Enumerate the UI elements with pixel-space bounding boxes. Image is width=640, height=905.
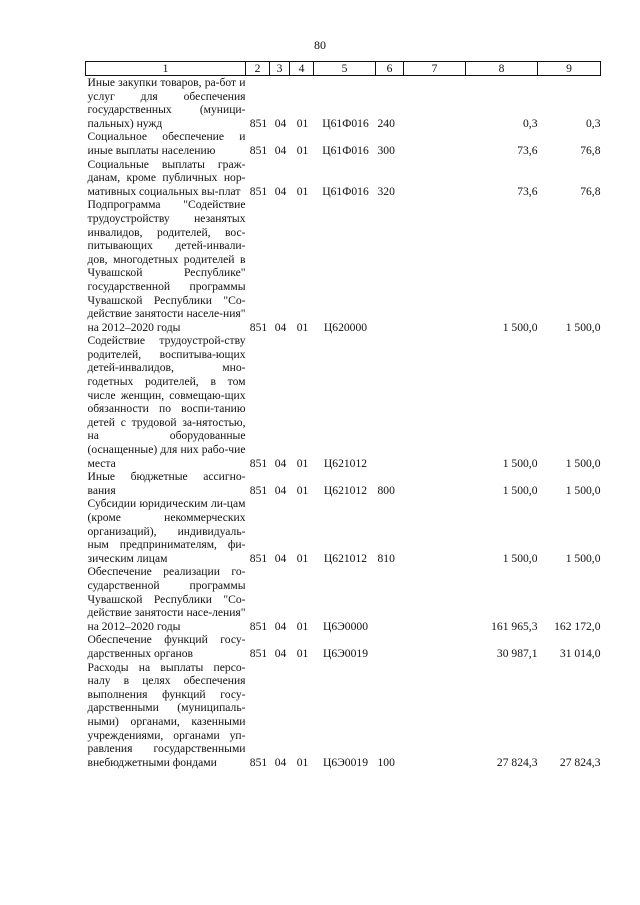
- row-ministry-code: 851: [249, 646, 268, 660]
- table-row: [86, 334, 601, 470]
- row-column-7: [404, 497, 466, 565]
- row-subsection-code: 01: [296, 483, 309, 497]
- row-name: Субсидии юридическим ли-цам (кроме некоммерческих организаций), индивидуаль-ным предпринимателям, фи-зическим лицам: [87, 497, 246, 565]
- row-expense-type: 100: [377, 755, 395, 769]
- row-name: Содействие трудоустрой-ству родителей, воспитыва-ющих детей-инвалидов, мно-годетных родителей, в том числе женщин, совмещаю-щих обязанности по воспи-танию детей с трудовой за-нятостью, на оборудованные (оснащенные) для них рабо-чие места: [87, 334, 246, 470]
- row-section-code: 04: [274, 184, 287, 198]
- row-ministry-code: 851: [249, 320, 268, 334]
- row-amount-2016: 30 987,1: [496, 646, 538, 660]
- table-row: [86, 198, 601, 334]
- row-expense-type: 240: [377, 116, 395, 130]
- row-name: Социальные выплаты граж-данам, кроме публичных нор-мативных социальных вы-плат: [87, 157, 246, 198]
- row-target-code: Ц6Э0019: [322, 646, 368, 660]
- row-expense-type: 300: [377, 143, 395, 157]
- row-target-code: Ц620000: [323, 320, 368, 334]
- row-amount-2017: 27 824,3: [559, 755, 601, 769]
- row-ministry-code: 851: [249, 483, 268, 497]
- table-row: [86, 130, 601, 157]
- column-header-1: 1: [86, 62, 246, 76]
- column-header-8: 8: [466, 62, 538, 76]
- row-amount-2016: 73,6: [517, 143, 538, 157]
- row-target-code: Ц61Ф016: [322, 184, 369, 198]
- row-amount-2017: 1 500,0: [565, 483, 601, 497]
- row-expense-type: 320: [377, 184, 395, 198]
- row-section-code: 04: [274, 456, 287, 470]
- table-row: [86, 497, 601, 565]
- row-name: Социальное обеспечение и иные выплаты населению: [87, 130, 246, 157]
- column-number-header: [86, 62, 601, 76]
- row-subsection-code: 01: [296, 184, 309, 198]
- row-column-7: [404, 76, 466, 131]
- row-target-code: Ц61Ф016: [322, 116, 369, 130]
- row-subsection-code: 01: [296, 116, 309, 130]
- row-target-code: Ц621012: [323, 483, 368, 497]
- row-expense-type: 800: [377, 483, 395, 497]
- row-target-code: Ц621012: [323, 456, 368, 470]
- row-target-code: Ц61Ф016: [322, 143, 369, 157]
- page-number: 80: [314, 38, 326, 52]
- row-name: Расходы на выплаты персо-налу в целях обеспечения выполнения функций госу-дарственными (муниципаль-ными) органами, казенными учреждениями, органами уп-равления государственными внебюджетными фондами: [87, 660, 246, 769]
- row-column-7: [404, 661, 466, 770]
- row-ministry-code: 851: [249, 619, 268, 633]
- row-ministry-code: 851: [249, 143, 268, 157]
- row-subsection-code: 01: [296, 646, 309, 660]
- row-name: Обеспечение реализации го-сударственной программы Чувашской Республики "Со-действие занятости насе-ления" на 2012–2020 годы: [87, 565, 246, 633]
- row-column-7: [404, 130, 466, 157]
- row-target-code: Ц621012: [323, 551, 368, 565]
- row-amount-2017: 76,8: [580, 143, 601, 157]
- row-subsection-code: 01: [296, 456, 309, 470]
- row-amount-2017: 1 500,0: [565, 456, 601, 470]
- row-ministry-code: 851: [249, 551, 268, 565]
- column-header-3: 3: [270, 62, 290, 76]
- row-subsection-code: 01: [296, 551, 309, 565]
- row-ministry-code: 851: [249, 116, 268, 130]
- column-header-4: 4: [290, 62, 314, 76]
- row-column-7: [404, 198, 466, 334]
- row-expense-type: [376, 334, 404, 470]
- row-column-7: [404, 158, 466, 199]
- row-amount-2016: 161 965,3: [491, 619, 538, 633]
- table-row: [86, 470, 601, 497]
- row-column-7: [404, 470, 466, 497]
- row-ministry-code: 851: [249, 456, 268, 470]
- column-header-2: 2: [246, 62, 270, 76]
- row-name: Обеспечение функций госу-дарственных органов: [87, 633, 246, 660]
- row-target-code: Ц6Э0019: [322, 755, 368, 769]
- table-row: [86, 661, 601, 770]
- row-expense-type: 810: [377, 551, 395, 565]
- row-section-code: 04: [274, 619, 287, 633]
- row-amount-2017: 31 014,0: [559, 646, 601, 660]
- row-subsection-code: 01: [296, 755, 309, 769]
- row-amount-2017: 76,8: [580, 184, 601, 198]
- row-ministry-code: 851: [249, 755, 268, 769]
- row-name: Подпрограмма "Содействие трудоустройству незанятых инвалидов, родителей, вос-питывающих детей-инвали-дов, многодетных родителей в Чувашской Республике" государственной программы Чувашской Республики "Со-действие занятости населе-ния" на 2012–2020 годы: [87, 198, 246, 334]
- row-section-code: 04: [274, 143, 287, 157]
- row-expense-type: [376, 198, 404, 334]
- row-section-code: 04: [274, 320, 287, 334]
- column-header-5: 5: [314, 62, 376, 76]
- row-section-code: 04: [274, 646, 287, 660]
- row-subsection-code: 01: [296, 143, 309, 157]
- table-row: [86, 565, 601, 633]
- table-row: [86, 633, 601, 660]
- row-expense-type: [376, 633, 404, 660]
- row-ministry-code: 851: [249, 184, 268, 198]
- column-header-6: 6: [376, 62, 404, 76]
- row-expense-type: [376, 565, 404, 633]
- row-column-7: [404, 633, 466, 660]
- row-section-code: 04: [274, 116, 287, 130]
- table-row: [86, 158, 601, 199]
- row-section-code: 04: [274, 755, 287, 769]
- row-amount-2016: 1 500,0: [502, 320, 538, 334]
- row-amount-2017: 0,3: [586, 116, 601, 130]
- row-amount-2016: 73,6: [517, 184, 538, 198]
- row-amount-2016: 1 500,0: [502, 551, 538, 565]
- row-amount-2017: 1 500,0: [565, 320, 601, 334]
- row-amount-2016: 27 824,3: [496, 755, 538, 769]
- row-amount-2016: 1 500,0: [502, 456, 538, 470]
- column-header-7: 7: [404, 62, 466, 76]
- row-amount-2017: 162 172,0: [554, 619, 601, 633]
- table-row: [86, 76, 601, 131]
- row-section-code: 04: [274, 551, 287, 565]
- row-column-7: [404, 565, 466, 633]
- budget-table: [85, 61, 601, 769]
- row-section-code: 04: [274, 483, 287, 497]
- row-amount-2016: 0,3: [523, 116, 538, 130]
- row-subsection-code: 01: [296, 320, 309, 334]
- row-amount-2016: 1 500,0: [502, 483, 538, 497]
- row-name: Иные бюджетные ассигно-вания: [87, 470, 246, 497]
- row-name: Иные закупки товаров, ра-бот и услуг для обеспечения государственных (муници-пальных) нужд: [87, 76, 246, 130]
- row-subsection-code: 01: [296, 619, 309, 633]
- row-column-7: [404, 334, 466, 470]
- column-header-9: 9: [538, 62, 601, 76]
- row-amount-2017: 1 500,0: [565, 551, 601, 565]
- row-target-code: Ц6Э0000: [322, 619, 368, 633]
